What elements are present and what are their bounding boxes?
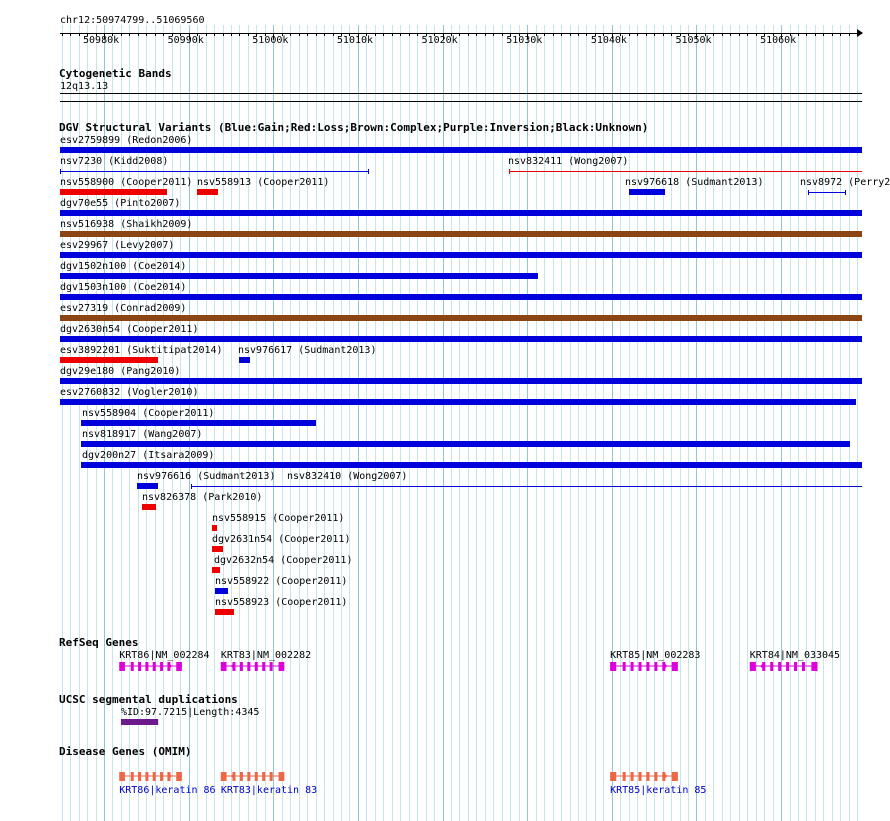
ruler-tick-label: 51060k [760,35,797,46]
dgv-variant-label[interactable]: dgv2632n54 (Cooper2011) [214,555,353,566]
refseq-gene-exon[interactable] [654,662,657,671]
refseq-gene-exon[interactable] [221,662,227,671]
refseq-gene-label[interactable]: KRT85|NM_002283 [610,650,701,661]
region-label: chr12:50974799..51069560 [60,15,205,26]
refseq-gene-exon[interactable] [262,662,265,671]
dgv-variant-label[interactable]: nsv832410 (Wong2007) [287,471,408,482]
refseq-gene-exon[interactable] [138,662,141,671]
omim-gene-exon[interactable] [247,772,250,781]
omim-gene-exon[interactable] [119,772,125,781]
ruler-tick-label: 50990k [167,35,204,46]
dgv-variant-label[interactable]: nsv818917 (Wang2007) [82,429,203,440]
omim-gene-exon[interactable] [631,772,634,781]
refseq-gene-exon[interactable] [750,662,756,671]
dgv-variant-label[interactable]: nsv8972 (Perry2 [800,177,890,188]
refseq-track-title: RefSeq Genes [59,636,139,649]
omim-gene-exon[interactable] [138,772,141,781]
dgv-variant-label[interactable]: esv2760832 (Vogler2010) [60,387,199,398]
ruler-tick-label: 51040k [590,35,627,46]
dgv-variant-label[interactable]: nsv976618 (Sudmant2013) [625,177,764,188]
refseq-gene-exon[interactable] [770,662,773,671]
refseq-gene-exon[interactable] [639,662,642,671]
refseq-gene-exon[interactable] [610,662,616,671]
dgv-variant-label[interactable]: dgv2631n54 (Cooper2011) [212,534,351,545]
dgv-variant-label[interactable]: nsv558904 (Cooper2011) [82,408,215,419]
refseq-gene-label[interactable]: KRT83|NM_002282 [220,650,312,661]
ruler-tick-label: 51000k [252,35,289,46]
omim-gene-exon[interactable] [131,772,134,781]
refseq-gene-exon[interactable] [240,662,243,671]
omim-gene-link[interactable]: KRT83|keratin 83 [220,785,318,796]
ruler-tick-label: 51020k [421,35,458,46]
refseq-gene-exon[interactable] [279,662,285,671]
omim-gene-exon[interactable] [145,772,148,781]
refseq-gene-exon[interactable] [672,662,678,671]
dgv-variant-label[interactable]: nsv516938 (Shaikh2009) [60,219,193,230]
refseq-gene-exon[interactable] [646,662,649,671]
dgv-variant-label[interactable]: nsv558900 (Cooper2011) [60,177,193,188]
omim-gene-link[interactable]: KRT85|keratin 85 [610,785,707,796]
omim-gene-link[interactable]: KRT86|keratin 86 [119,785,216,796]
omim-gene-exon[interactable] [672,772,678,781]
dgv-variant-label[interactable]: nsv976617 (Sudmant2013) [238,345,377,356]
refseq-gene-exon[interactable] [778,662,781,671]
dgv-variant-label[interactable]: nsv558915 (Cooper2011) [212,513,345,524]
dgv-variant-label[interactable]: esv29967 (Levy2007) [60,240,175,251]
omim-gene-exon[interactable] [153,772,156,781]
omim-gene-exon[interactable] [221,772,227,781]
dgv-variant-label[interactable]: dgv1502n100 (Coe2014) [60,261,187,272]
segdup-bar[interactable] [121,719,158,725]
omim-gene-exon[interactable] [255,772,258,781]
omim-gene-exon[interactable] [639,772,642,781]
dgv-variant-label[interactable]: esv3892201 (Suktitipat2014) [60,345,223,356]
dgv-variant-label[interactable]: nsv832411 (Wong2007) [508,156,629,167]
refseq-gene-exon[interactable] [247,662,250,671]
dgv-variant-label[interactable]: esv27319 (Conrad2009) [60,303,187,314]
cytoband-label[interactable]: 12q13.13 [60,81,109,92]
omim-gene-exon[interactable] [262,772,265,781]
omim-gene-exon[interactable] [654,772,657,781]
refseq-gene-exon[interactable] [176,662,182,671]
dgv-variant-label[interactable]: dgv70e55 (Pinto2007) [60,198,181,209]
dgv-variant-label[interactable]: nsv558913 (Cooper2011) [197,177,330,188]
dgv-variant-label[interactable]: nsv558923 (Cooper2011) [215,597,348,608]
refseq-gene-exon[interactable] [153,662,156,671]
refseq-gene-exon[interactable] [160,662,163,671]
refseq-gene-exon[interactable] [623,662,626,671]
dgv-variant-label[interactable]: nsv558922 (Cooper2011) [215,576,348,587]
omim-gene-exon[interactable] [646,772,649,781]
cytoband-track-title: Cytogenetic Bands [59,67,172,80]
refseq-gene-exon[interactable] [255,662,258,671]
refseq-gene-exon[interactable] [131,662,134,671]
omim-gene-exon[interactable] [176,772,182,781]
dgv-track-title: DGV Structural Variants (Blue:Gain;Red:Loss;Brown:Complex;Purple:Inversion;Black:Unknown) [59,121,649,134]
ruler-tick-label: 51050k [675,35,712,46]
omim-gene-exon[interactable] [610,772,616,781]
segdup-track-title: UCSC segmental duplications [59,693,238,706]
ruler-tick-label: 51010k [336,35,374,46]
omim-gene-exon[interactable] [160,772,163,781]
ruler-tick-label: 50980k [83,35,120,46]
refseq-gene-exon[interactable] [119,662,125,671]
dgv-variant-label[interactable]: dgv29e180 (Pang2010) [60,366,181,377]
dgv-variant-label[interactable]: dgv200n27 (Itsara2009) [82,450,215,461]
omim-gene-exon[interactable] [279,772,285,781]
omim-gene-exon[interactable] [623,772,626,781]
refseq-gene-exon[interactable] [631,662,634,671]
omim-gene-exon[interactable] [240,772,243,781]
dgv-variant-label[interactable]: nsv826378 (Park2010) [142,492,263,503]
dgv-variant-label[interactable]: esv2759899 (Redon2006) [60,135,193,146]
ruler-tick-label: 51030k [506,35,543,46]
refseq-gene-exon[interactable] [811,662,817,671]
omim-track-title: Disease Genes (OMIM) [59,745,192,758]
refseq-gene-exon[interactable] [145,662,148,671]
dgv-variant-label[interactable]: dgv2630n54 (Cooper2011) [60,324,199,335]
omim-gene-exon[interactable] [270,772,273,781]
refseq-gene-exon[interactable] [802,662,805,671]
refseq-gene-exon[interactable] [794,662,797,671]
refseq-gene-label[interactable]: KRT84|NM_033045 [749,650,841,661]
segdup-label[interactable]: %ID:97.7215|Length:4345 [120,707,260,718]
refseq-gene-exon[interactable] [270,662,273,671]
refseq-gene-exon[interactable] [786,662,789,671]
dgv-variant-label[interactable]: nsv7230 (Kidd2008) [60,156,169,167]
dgv-variant-label[interactable]: dgv1503n100 (Coe2014) [60,282,187,293]
refseq-gene-label[interactable]: KRT86|NM_002284 [119,650,210,661]
dgv-variant-label[interactable]: nsv976616 (Sudmant2013) [137,471,276,482]
